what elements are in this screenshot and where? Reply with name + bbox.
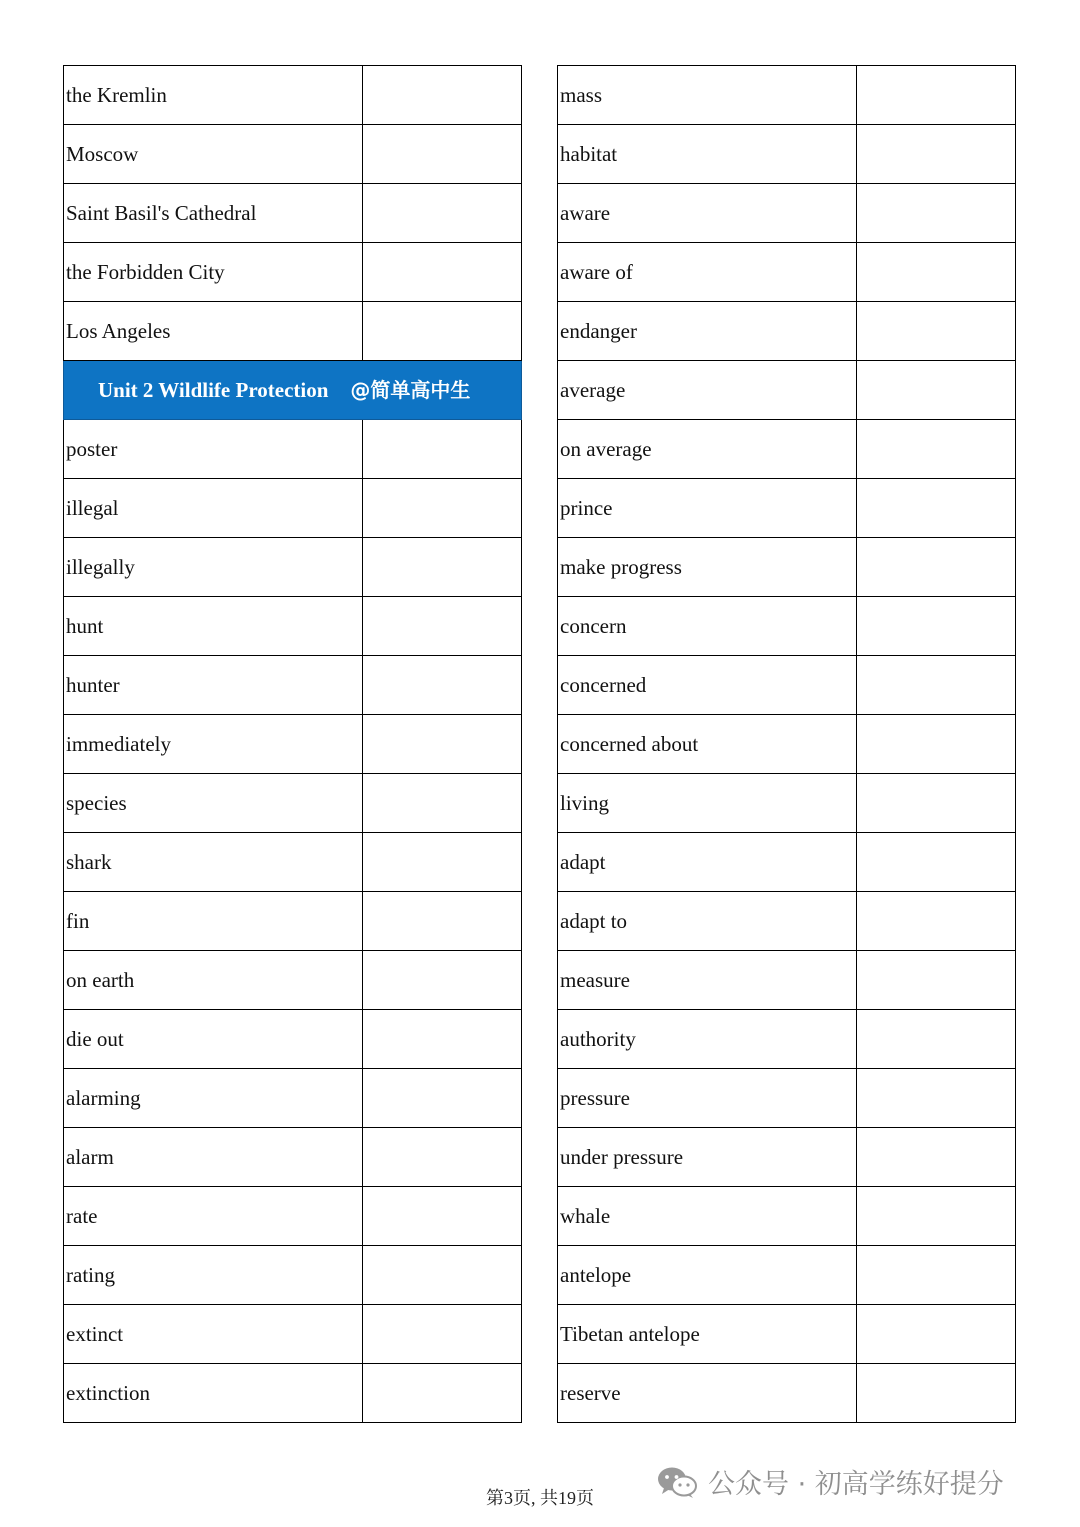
vocab-word: illegally [64,538,363,597]
vocab-word: extinct [64,1305,363,1364]
vocab-word: pressure [558,1069,857,1128]
vocab-word: living [558,774,857,833]
vocab-word: Saint Basil's Cathedral [64,184,363,243]
vocab-word: whale [558,1187,857,1246]
brand-text: 公众号 · 初高学练好提分 [708,1469,1004,1500]
vocab-row [64,1187,522,1246]
vocab-row [558,125,1016,184]
vocab-word: concerned [558,656,857,715]
answer-cell[interactable] [857,184,1016,243]
vocab-word: prince [558,479,857,538]
unit-title: Unit 2 Wildlife Protection [98,377,329,402]
vocab-word: adapt [558,833,857,892]
vocab-row [558,1364,1016,1423]
answer-cell[interactable] [857,243,1016,302]
answer-cell[interactable] [363,1069,522,1128]
vocab-table-right-body [558,66,1016,1423]
vocab-row [64,184,522,243]
answer-cell[interactable] [363,1305,522,1364]
answer-cell[interactable] [857,302,1016,361]
vocab-row [64,774,522,833]
answer-cell[interactable] [363,715,522,774]
answer-cell[interactable] [363,892,522,951]
answer-cell[interactable] [363,951,522,1010]
vocab-row [64,302,522,361]
vocab-word: endanger [558,302,857,361]
vocab-row [558,361,1016,420]
vocab-row [64,656,522,715]
vocab-word: rating [64,1246,363,1305]
vocab-row [558,892,1016,951]
answer-cell[interactable] [857,833,1016,892]
answer-cell[interactable] [857,479,1016,538]
vocab-row [64,1246,522,1305]
vocab-word: the Kremlin [64,66,363,125]
unit-header-row [64,361,522,420]
vocab-word: reserve [558,1364,857,1423]
vocab-row [64,1364,522,1423]
answer-cell[interactable] [857,951,1016,1010]
vocab-word: on earth [64,951,363,1010]
vocab-row [558,66,1016,125]
unit-header [64,361,522,420]
vocab-row [558,1069,1016,1128]
vocab-row [558,1128,1016,1187]
vocab-word: species [64,774,363,833]
vocab-word: authority [558,1010,857,1069]
vocab-word: Tibetan antelope [558,1305,857,1364]
vocab-word: Moscow [64,125,363,184]
vocab-row [558,538,1016,597]
vocab-word: average [558,361,857,420]
vocab-word: mass [558,66,857,125]
answer-cell[interactable] [363,1187,522,1246]
vocab-row [558,420,1016,479]
vocab-word: immediately [64,715,363,774]
vocab-word: measure [558,951,857,1010]
vocab-row [558,302,1016,361]
answer-cell[interactable] [857,656,1016,715]
vocab-row [558,1305,1016,1364]
vocab-row [64,1305,522,1364]
answer-cell[interactable] [857,1305,1016,1364]
vocab-word: antelope [558,1246,857,1305]
answer-cell[interactable] [857,774,1016,833]
vocab-word: concerned about [558,715,857,774]
answer-cell[interactable] [363,302,522,361]
answer-cell[interactable] [363,1246,522,1305]
vocab-row [64,892,522,951]
answer-cell[interactable] [857,125,1016,184]
vocab-row [64,1010,522,1069]
brand-watermark [656,1462,1004,1501]
vocab-row [64,597,522,656]
vocab-word: shark [64,833,363,892]
vocab-row [64,833,522,892]
vocab-row [558,479,1016,538]
vocab-table-left-body [64,66,522,1423]
answer-cell[interactable] [857,66,1016,125]
answer-cell[interactable] [363,1128,522,1187]
page-number: 第3页, 共19页 [486,1488,594,1508]
vocab-row [558,243,1016,302]
answer-cell[interactable] [363,479,522,538]
answer-cell[interactable] [363,833,522,892]
vocab-word: on average [558,420,857,479]
vocab-word: aware of [558,243,857,302]
vocab-row [558,1010,1016,1069]
answer-cell[interactable] [363,243,522,302]
vocab-word: fin [64,892,363,951]
answer-cell[interactable] [363,184,522,243]
vocab-row [558,597,1016,656]
vocab-word: rate [64,1187,363,1246]
vocab-row [64,1069,522,1128]
vocab-word: poster [64,420,363,479]
vocab-row [558,774,1016,833]
vocab-word: make progress [558,538,857,597]
answer-cell[interactable] [363,125,522,184]
answer-cell[interactable] [363,1364,522,1423]
vocab-row [64,125,522,184]
vocab-table-left [63,65,522,1423]
answer-cell[interactable] [857,1010,1016,1069]
vocab-row [64,66,522,125]
answer-cell[interactable] [857,538,1016,597]
answer-cell[interactable] [363,774,522,833]
answer-cell[interactable] [363,597,522,656]
vocab-word: aware [558,184,857,243]
vocab-row [64,420,522,479]
answer-cell[interactable] [857,1128,1016,1187]
answer-cell[interactable] [857,1069,1016,1128]
answer-cell[interactable] [857,420,1016,479]
answer-cell[interactable] [857,1246,1016,1305]
vocab-row [558,715,1016,774]
vocab-word: Los Angeles [64,302,363,361]
answer-cell[interactable] [857,892,1016,951]
answer-cell[interactable] [363,66,522,125]
vocab-row [64,538,522,597]
vocab-row [64,951,522,1010]
vocab-word: extinction [64,1364,363,1423]
vocab-row [558,833,1016,892]
vocab-word: alarming [64,1069,363,1128]
vocab-word: adapt to [558,892,857,951]
vocab-word: habitat [558,125,857,184]
answer-cell[interactable] [857,597,1016,656]
vocab-word: illegal [64,479,363,538]
answer-cell[interactable] [857,361,1016,420]
vocab-row [558,1246,1016,1305]
vocab-row [558,656,1016,715]
answer-cell[interactable] [857,1187,1016,1246]
author-handle: @简单高中生 [350,377,471,402]
answer-cell[interactable] [363,420,522,479]
wechat-icon [656,1465,698,1499]
vocab-word: die out [64,1010,363,1069]
vocab-row [64,715,522,774]
answer-cell[interactable] [857,1364,1016,1423]
vocab-row [64,479,522,538]
vocab-row [558,951,1016,1010]
answer-cell[interactable] [857,715,1016,774]
answer-cell[interactable] [363,1010,522,1069]
answer-cell[interactable] [363,656,522,715]
vocab-word: hunt [64,597,363,656]
vocab-word: concern [558,597,857,656]
vocab-row [64,243,522,302]
vocab-row [558,184,1016,243]
vocab-row [64,1128,522,1187]
vocab-table-right [557,65,1016,1423]
vocab-word: alarm [64,1128,363,1187]
vocab-word: under pressure [558,1128,857,1187]
answer-cell[interactable] [363,538,522,597]
vocab-word: hunter [64,656,363,715]
vocab-word: the Forbidden City [64,243,363,302]
vocab-row [558,1187,1016,1246]
